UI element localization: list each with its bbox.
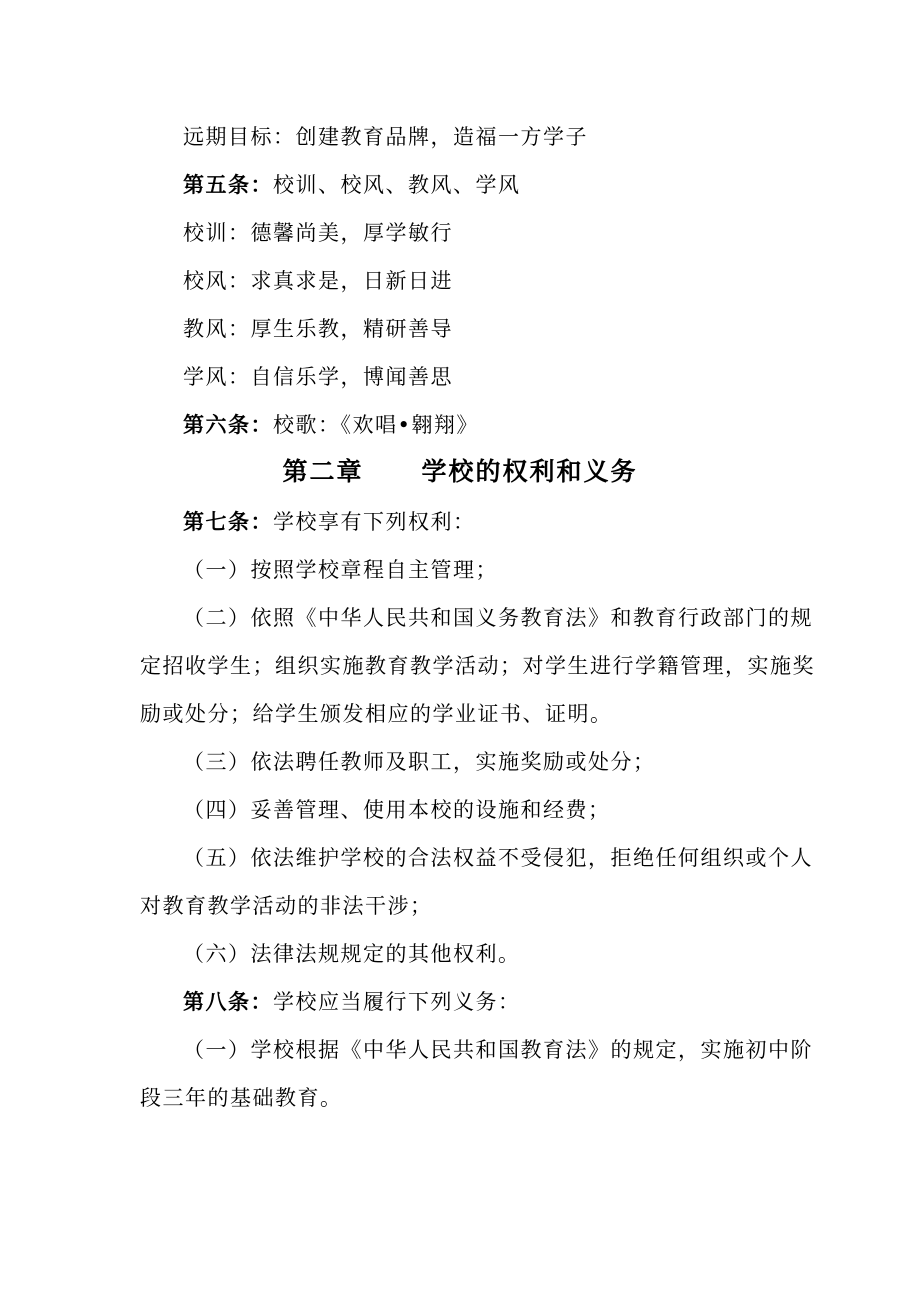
school-style-line — [183, 268, 453, 294]
list-item-continuation: 励或处分；给学生颁发相应的学业证书、证明。 — [140, 702, 613, 726]
chapter-title: 学校的权利和义务 — [421, 457, 638, 486]
list-item-continuation: 段三年的基础教育。 — [140, 1086, 343, 1110]
list-item-continuation: 对教育教学活动的非法干涉； — [140, 894, 433, 918]
article-8-label: 第八条： — [183, 989, 273, 1014]
article-7-heading — [183, 509, 476, 535]
school-style-text: 校风：求真求是，日新日进 — [183, 269, 453, 293]
study-style-text: 学风：自信乐学，博闻善思 — [183, 365, 453, 389]
article-5-text: 校训、校风、教风、学风 — [273, 173, 521, 197]
article-5-heading — [183, 172, 521, 198]
article-6-heading — [183, 412, 479, 438]
chapter-heading — [0, 457, 920, 487]
article-7-label: 第七条： — [183, 509, 273, 534]
list-item: （四）妥善管理、使用本校的设施和经费； — [183, 798, 611, 822]
list-item: （五）依法维护学校的合法权益不受侵犯，拒绝任何组织或个人 — [183, 846, 813, 870]
article-7-text: 学校享有下列权利： — [273, 510, 476, 534]
list-item: （六）法律法规规定的其他权利。 — [183, 942, 521, 966]
list-item: （二）依照《中华人民共和国义务教育法》和教育行政部门的规 — [183, 606, 813, 630]
study-style-line — [183, 364, 453, 390]
list-item: （一）学校根据《中华人民共和国教育法》的规定，实施初中阶 — [183, 1038, 813, 1062]
list-item-continuation: 定招收学生；组织实施教育教学活动；对学生进行学籍管理，实施奖 — [140, 654, 815, 678]
long-term-goal-line — [183, 124, 588, 150]
article-6-label: 第六条： — [183, 412, 273, 437]
teaching-style-text: 教风：厚生乐教，精研善导 — [183, 317, 453, 341]
article-5-label: 第五条： — [183, 172, 273, 197]
article-8-heading — [183, 989, 521, 1015]
long-term-goal-text: 远期目标：创建教育品牌，造福一方学子 — [183, 125, 588, 149]
list-item: （一）按照学校章程自主管理； — [183, 558, 498, 582]
article-6-text: 校歌：《欢唱•翱翔》 — [273, 413, 479, 437]
school-motto-text: 校训：德馨尚美，厚学敏行 — [183, 221, 453, 245]
teaching-style-line — [183, 316, 453, 342]
article-8-text: 学校应当履行下列义务： — [273, 990, 521, 1014]
list-item: （三）依法聘任教师及职工，实施奖励或处分； — [183, 750, 656, 774]
school-motto-line — [183, 220, 453, 246]
chapter-number: 第二章 — [282, 457, 364, 486]
